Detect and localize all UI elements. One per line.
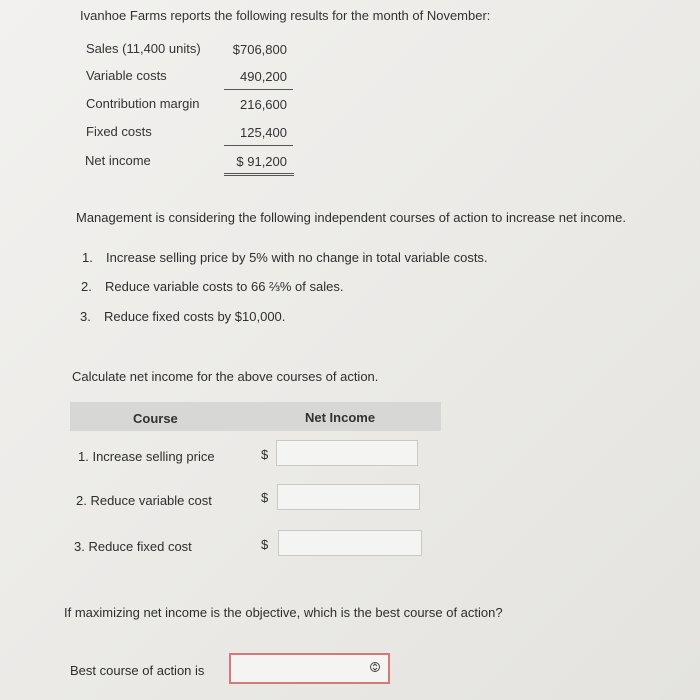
- option-number: 2.: [81, 279, 92, 294]
- best-course-label: Best course of action is: [70, 663, 205, 678]
- column-header-net-income: Net Income: [305, 410, 376, 425]
- net-income-label: Net income: [85, 153, 151, 168]
- fixed-costs-label: Fixed costs: [86, 124, 152, 139]
- contribution-margin-value: 216,600: [240, 97, 287, 112]
- list-item: [80, 309, 285, 324]
- option-text: Increase selling price by 5% with no change in total variable costs.: [106, 250, 488, 265]
- table-header: [70, 402, 441, 431]
- chevron-up-down-icon: [370, 660, 380, 676]
- intro-text: Ivanhoe Farms reports the following results for the month of November:: [80, 8, 491, 23]
- subtotal-rule: [224, 89, 293, 90]
- sales-value: $706,800: [232, 42, 287, 57]
- best-course-select[interactable]: [229, 653, 390, 684]
- variable-costs-value: 490,200: [240, 69, 287, 84]
- row-label-reduce-variable: 2. Reduce variable cost: [76, 493, 212, 508]
- total-double-rule: [224, 173, 294, 176]
- currency-symbol: $: [261, 490, 269, 505]
- option-text: Reduce fixed costs by $10,000.: [104, 309, 286, 324]
- option-number: 1.: [82, 250, 93, 265]
- variable-costs-label: Variable costs: [86, 68, 167, 83]
- currency-symbol: $: [261, 537, 269, 552]
- option-text: Reduce variable costs to 66 ⅔% of sales.: [105, 279, 344, 294]
- fixed-costs-value: 125,400: [240, 125, 287, 140]
- currency-symbol: $: [261, 447, 269, 462]
- calculate-instruction: Calculate net income for the above courses of action.: [72, 369, 379, 384]
- list-item: [82, 250, 488, 265]
- option-number: 3.: [80, 309, 91, 324]
- subtotal-rule: [224, 145, 293, 146]
- net-income-input-2[interactable]: [277, 484, 420, 510]
- net-income-value: $ 91,200: [236, 154, 287, 169]
- management-text: Management is considering the following independent courses of action to increase net income.: [76, 210, 626, 225]
- column-header-course: Course: [133, 411, 178, 426]
- row-label-reduce-fixed: 3. Reduce fixed cost: [74, 539, 192, 554]
- contribution-margin-label: Contribution margin: [86, 96, 200, 111]
- list-item: [81, 279, 343, 294]
- sales-label: Sales (11,400 units): [86, 41, 201, 56]
- row-label-increase-price: 1. Increase selling price: [78, 449, 215, 464]
- question-text: If maximizing net income is the objective, which is the best course of action?: [64, 605, 503, 620]
- net-income-input-1[interactable]: [276, 440, 418, 466]
- net-income-input-3[interactable]: [278, 530, 422, 556]
